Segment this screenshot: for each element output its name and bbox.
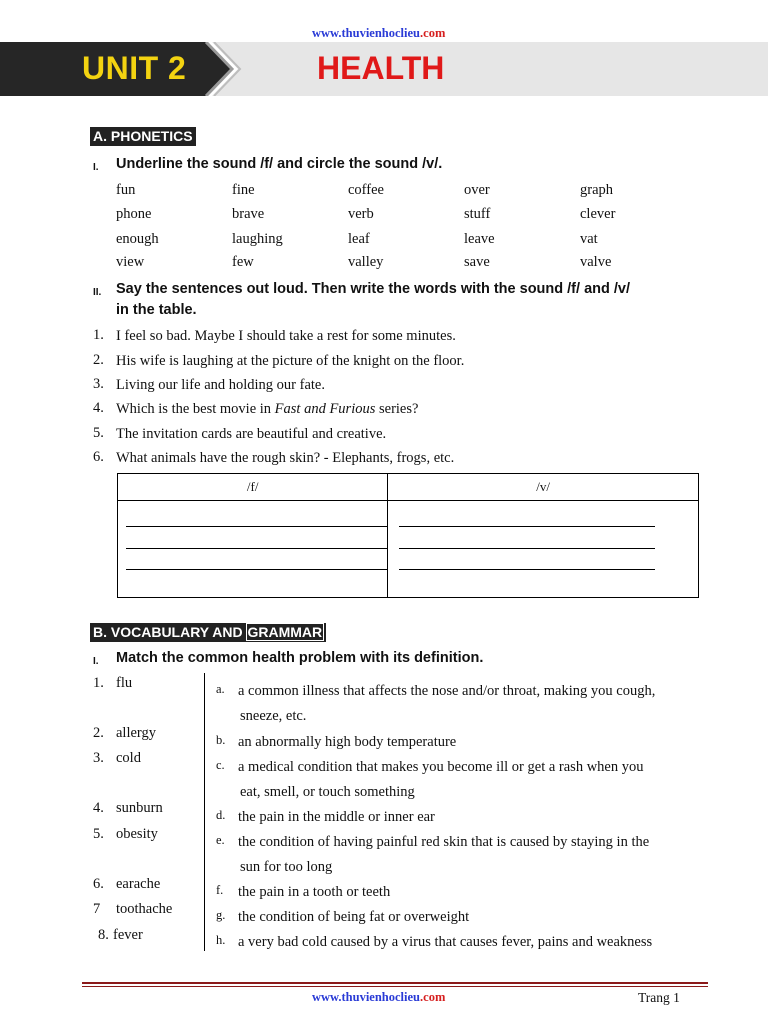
definition-letter: b.: [216, 733, 226, 747]
problem-number: 1.: [93, 675, 104, 691]
definition-letter: g.: [216, 908, 226, 922]
site-tld: .com: [420, 26, 446, 40]
word-item[interactable]: fun: [116, 182, 136, 198]
sentence-number: 6.: [93, 449, 104, 465]
footer-rule-thin: [82, 986, 708, 987]
word-item[interactable]: enough: [116, 231, 159, 247]
word-item[interactable]: clever: [580, 206, 616, 222]
definition-text: a very bad cold caused by a virus that causes fever, pains and weakness: [238, 934, 653, 950]
word-item[interactable]: few: [232, 254, 254, 270]
word-item[interactable]: save: [464, 254, 490, 270]
word-item[interactable]: valve: [580, 254, 612, 270]
word-item[interactable]: laughing: [232, 231, 283, 247]
answer-line: [399, 526, 655, 527]
word-item[interactable]: over: [464, 182, 490, 198]
definition-text: the pain in a tooth or teeth: [238, 884, 391, 900]
answer-cell-v[interactable]: [388, 501, 699, 598]
word-item[interactable]: brave: [232, 206, 265, 222]
task-a1-instruction: Underline the sound /f/ and circle the sound /v/.: [116, 156, 443, 172]
sentence-number: 5.: [93, 425, 104, 441]
sentence-text-part: series?: [375, 401, 419, 417]
sentence-text: His wife is laughing at the picture of the knight on the floor.: [116, 353, 465, 369]
problem-word[interactable]: flu: [116, 675, 133, 691]
sentence-text: I feel so bad. Maybe I should take a rest for some minutes.: [116, 328, 456, 344]
site-tld: .com: [420, 990, 446, 1004]
definition-text: an abnormally high body temperature: [238, 734, 457, 750]
definition-text: a common illness that affects the nose and/or throat, making you cough,: [238, 683, 656, 699]
problem-number: 2.: [93, 725, 104, 741]
problem-number: 5.: [93, 826, 104, 842]
task-b1-instruction: Match the common health problem with its definition.: [116, 650, 484, 666]
task-a1-number: I.: [93, 162, 99, 173]
problem-number: 8.: [98, 927, 109, 943]
problem-word[interactable]: cold: [116, 750, 141, 766]
word-item[interactable]: coffee: [348, 182, 384, 198]
answer-line: [126, 569, 388, 570]
word-item[interactable]: stuff: [464, 206, 491, 222]
table-header-f: /f/: [118, 474, 388, 501]
problem-word[interactable]: fever: [113, 927, 143, 943]
sentence-text: What animals have the rough skin? - Elephants, frogs, etc.: [116, 450, 455, 466]
site-name: www.thuvienhoclieu: [312, 990, 421, 1004]
sentence-title-italic: Fast and Furious: [274, 401, 376, 417]
section-a-label: A. PHONETICS: [90, 127, 196, 146]
word-item[interactable]: verb: [348, 206, 374, 222]
section-b-label-boxed: GRAMMAR: [247, 624, 323, 640]
sentence-number: 4.: [93, 400, 104, 416]
task-a2-number: II.: [93, 287, 102, 298]
definition-text: the condition of being fat or overweight: [238, 909, 470, 925]
word-item[interactable]: phone: [116, 206, 152, 222]
sentence-number: 3.: [93, 376, 104, 392]
site-link-bottom[interactable]: [312, 990, 445, 1005]
definition-text: the condition of having painful red skin that is caused by staying in the: [238, 834, 650, 850]
definition-letter: h.: [216, 933, 226, 947]
sentence-text: Living our life and holding our fate.: [116, 377, 325, 393]
page-number: Trang 1: [638, 990, 680, 1005]
task-b1-number: I.: [93, 656, 99, 667]
problem-word[interactable]: toothache: [116, 901, 173, 917]
definition-letter: a.: [216, 682, 225, 696]
definition-text: the pain in the middle or inner ear: [238, 809, 435, 825]
problem-word[interactable]: sunburn: [116, 800, 163, 816]
definition-letter: e.: [216, 833, 225, 847]
word-item[interactable]: graph: [580, 182, 614, 198]
section-b-label: [90, 623, 326, 642]
unit-number: UNIT 2: [82, 50, 187, 86]
definition-text: a medical condition that makes you become ill or get a rash when you: [238, 759, 644, 775]
word-item[interactable]: valley: [348, 254, 384, 270]
site-link-top[interactable]: [312, 26, 445, 41]
table-header-v: /v/: [388, 474, 699, 501]
word-item[interactable]: leave: [464, 231, 495, 247]
definition-letter: f.: [216, 883, 224, 897]
definition-letter: d.: [216, 808, 226, 822]
task-a2-instruction-line2: in the table.: [116, 302, 197, 318]
answer-line: [126, 548, 388, 549]
definition-letter: c.: [216, 758, 225, 772]
definition-text-continued: sun for too long: [240, 859, 333, 875]
word-item[interactable]: vat: [580, 231, 598, 247]
definition-text-continued: sneeze, etc.: [240, 708, 307, 724]
unit-title: HEALTH: [317, 50, 445, 86]
sentence-text-part: Which is the best movie in: [116, 401, 275, 417]
answer-cell-f[interactable]: [118, 501, 388, 598]
definition-text-continued: eat, smell, or touch something: [240, 784, 415, 800]
word-item[interactable]: fine: [232, 182, 255, 198]
problem-number: 3.: [93, 750, 104, 766]
footer-rule: [82, 982, 708, 984]
problem-word[interactable]: obesity: [116, 826, 158, 842]
task-a2-instruction-line1: Say the sentences out loud. Then write the words with the sound /f/ and /v/: [116, 281, 630, 297]
problem-number: 4.: [93, 800, 104, 816]
answer-line: [399, 548, 655, 549]
problem-word[interactable]: allergy: [116, 725, 156, 741]
match-divider: [204, 673, 205, 951]
sentence-text: The invitation cards are beautiful and creative.: [116, 426, 387, 442]
answer-line: [126, 526, 388, 527]
answer-line: [399, 569, 655, 570]
word-item[interactable]: view: [116, 254, 145, 270]
problem-number: 7: [93, 901, 101, 917]
sound-table: [117, 473, 699, 598]
problem-number: 6.: [93, 876, 104, 892]
section-b-label-text: B. VOCABULARY AND: [93, 624, 247, 640]
sentence-text: [116, 400, 418, 418]
sentence-number: 2.: [93, 352, 104, 368]
problem-word[interactable]: earache: [116, 876, 161, 892]
site-name: www.thuvienhoclieu: [312, 26, 421, 40]
sentence-number: 1.: [93, 327, 104, 343]
word-item[interactable]: leaf: [348, 231, 370, 247]
